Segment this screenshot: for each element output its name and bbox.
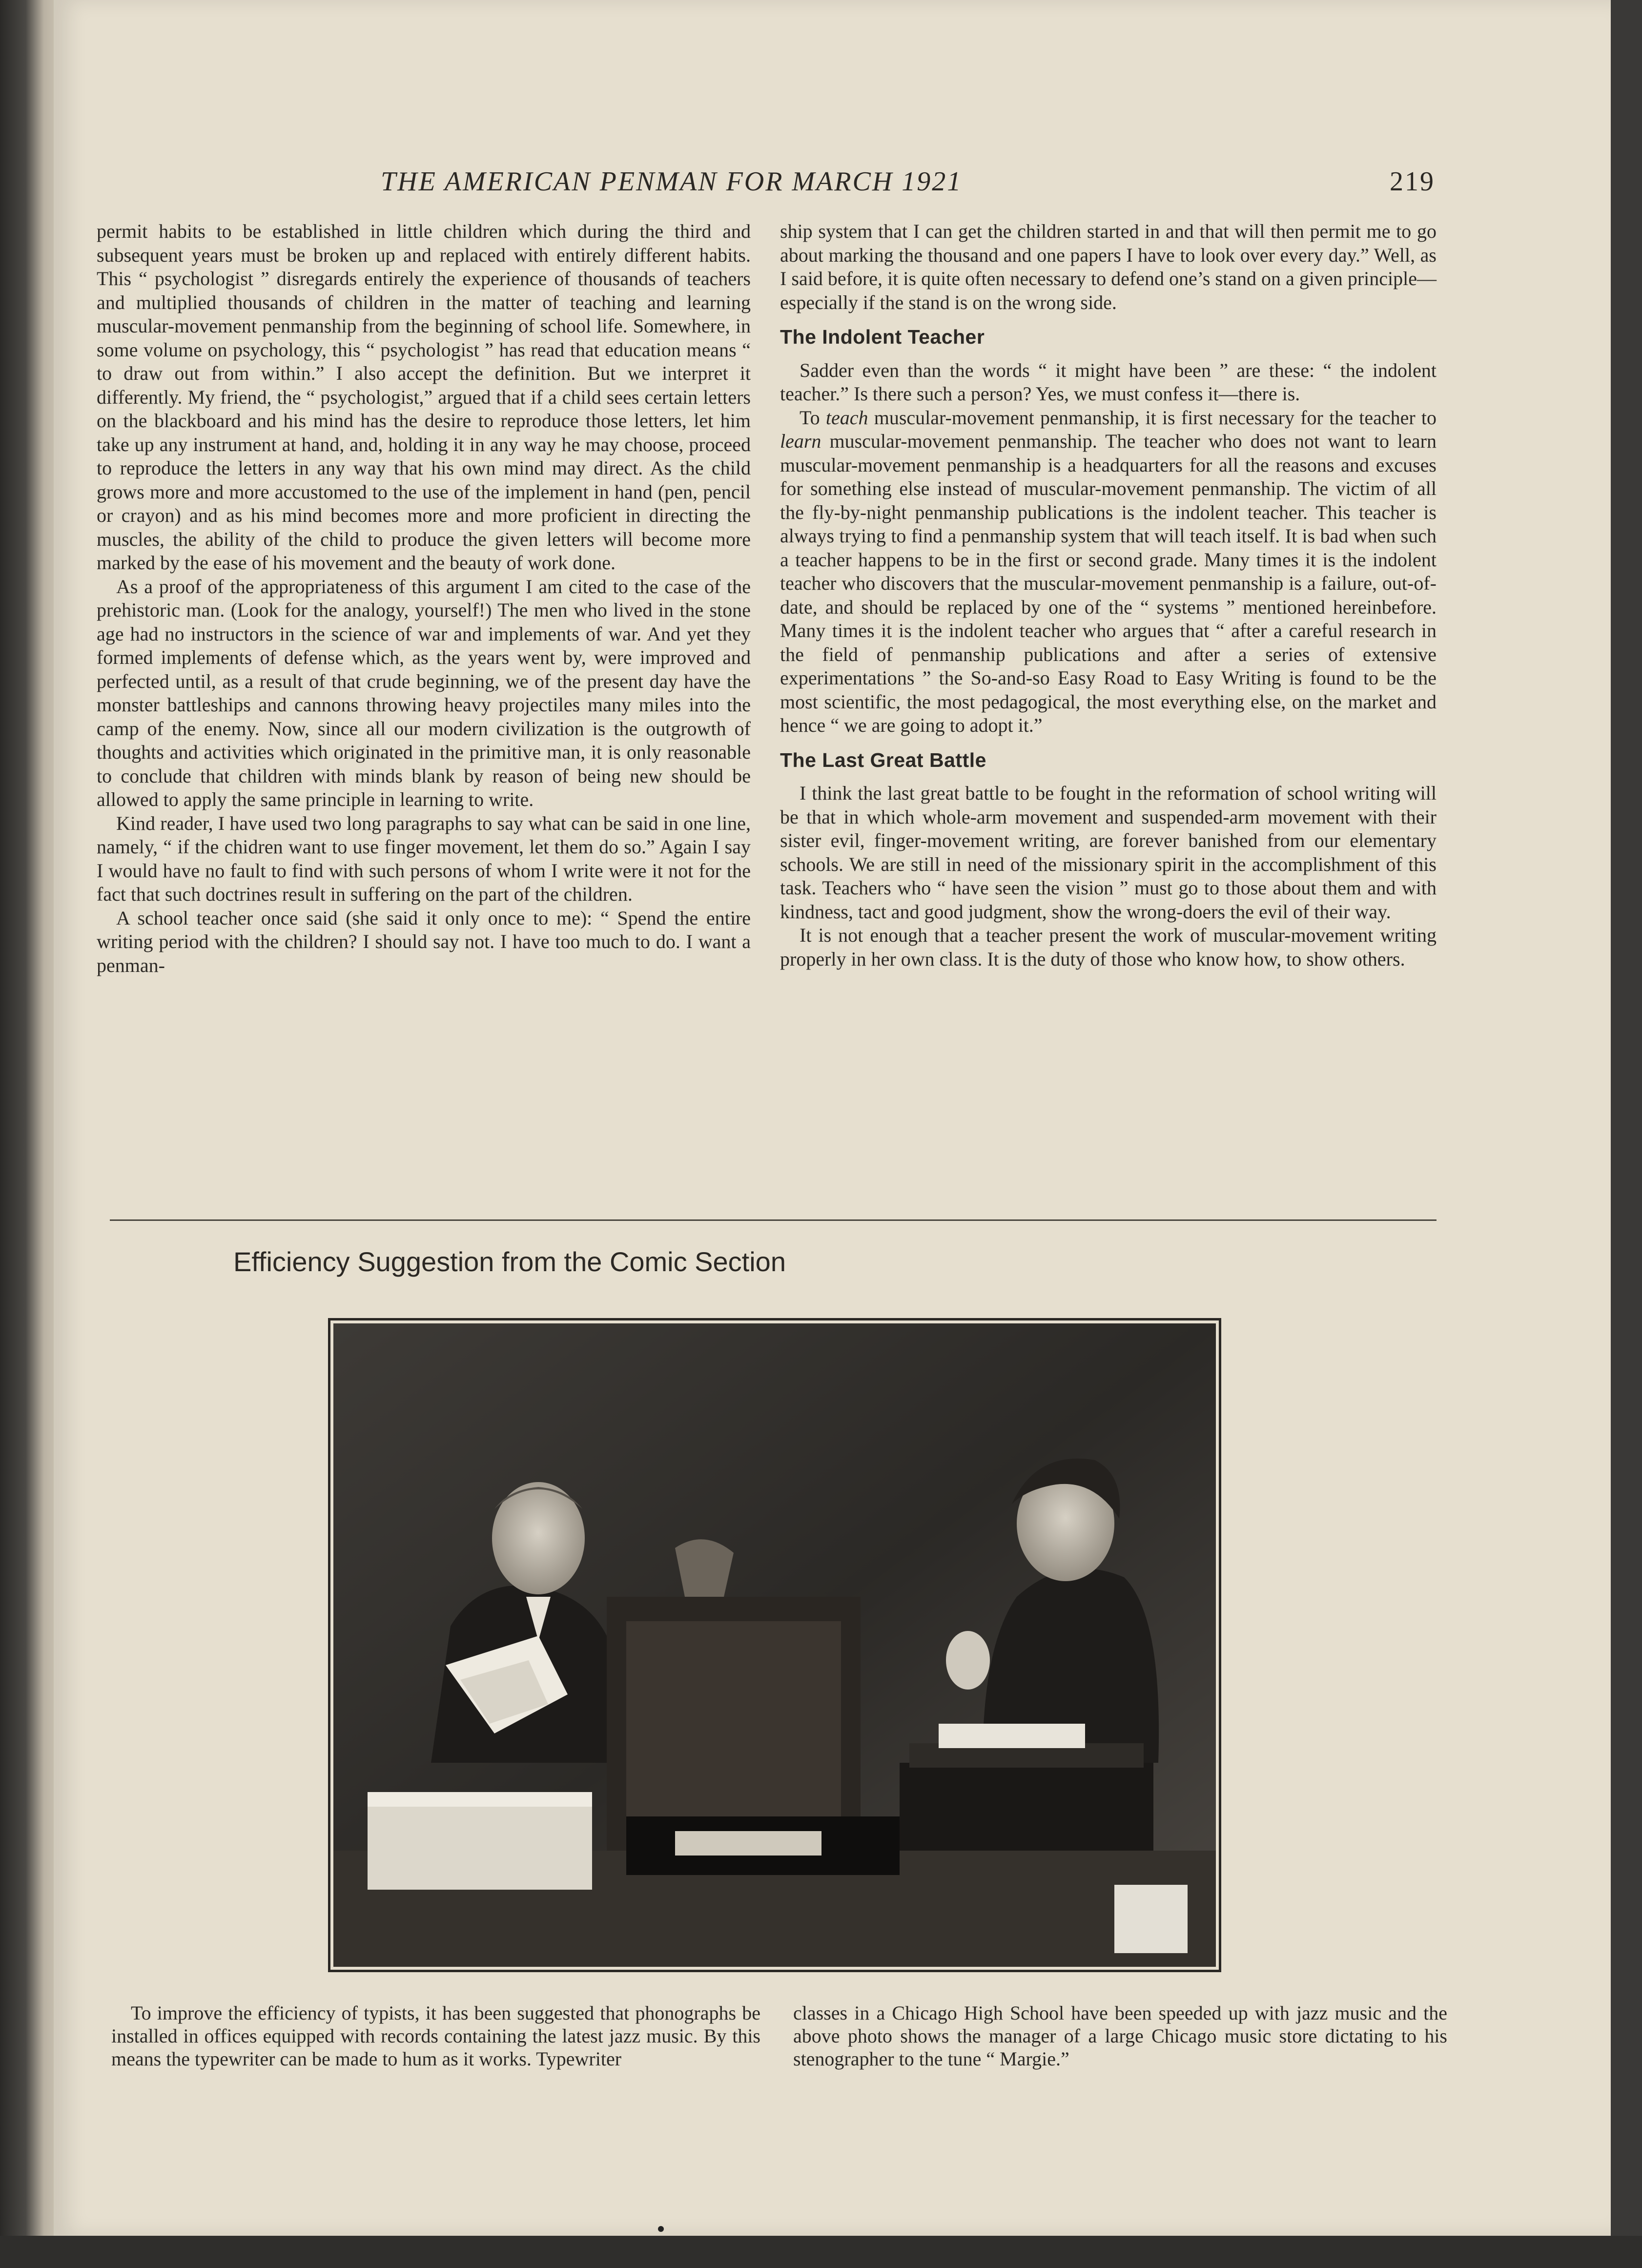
article-paragraph: A school teacher once said (she said it only once to me): “ Spend the entire writing period with the children? I should say not. I have too much to do. I want a penman- (97, 907, 751, 976)
article-paragraph: Sadder even than the words “ it might have been ” are these: “ the indolent teacher.” Is there such a person? Yes, we must confess it—there is. (780, 359, 1437, 405)
emphasis-learn: learn (780, 430, 821, 452)
photo-illustration (333, 1323, 1216, 1967)
scan-border-bottom (0, 2236, 1642, 2268)
feature-photo (328, 1318, 1221, 1972)
caption-text: To improve the efficiency of typists, it has been suggested that phonographs be installed in offices equipped with records containing the latest jazz music. By this means the typewriter can be made to hum as it works. Typewriter (111, 2002, 760, 2070)
feature-title (110, 1246, 1437, 1278)
article-paragraph (780, 406, 1437, 738)
article-paragraph: Kind reader, I have used two long paragraphs to say what can be said in one line, namely, “ if the chidren want to use finger movement, let them do so.” Again I say I would have no fault to find with such persons of whom I write were it not for the fact that such doctrines result in suffering on the part of the children. (97, 812, 751, 905)
text-run: muscular-movement penmanship. The teacher who does not want to learn muscular-movement penmanship is a headquarters for all the reasons and excuses for something else instead of muscular-movement penmanship. The victim of all the fly-by-night penmanship publications is the indolent teacher. This teacher is always trying to find a penmanship system that will teach itself. It is bad when such a teacher happens to be in the first or second grade. Many times it is the indolent teacher who discovers that the muscular-movement penmanship is a failure, out-of-date, and should be replaced by one of the “ systems ” mentioned hereinbefore. Many times it is the indolent teacher who argues that “ after a careful research in the field of penmanship publications and after a series of extensive experimentations ” the So-and-so Easy Road to Easy Writing is found to be the most scientific, the most pedagogical, the most everything else, on the market and hence “ we are going to adopt it.” (780, 430, 1437, 736)
print-speck (658, 2226, 664, 2232)
article-paragraph: permit habits to be established in little children which during the third and subsequent years must be broken up and replaced with entirely different habits. This “ psychologist ” disregards entirely the experience of thousands of teachers and multiplied thousands of children in the matter of teaching and learning muscular-movement penmanship from the beginning of school life. Somewhere, in some volume on psychology, this “ psychologist ” has read that education means “ to draw out from within.” I also accept the definition. But we interpret it differently. My friend, the “ psychologist,” argued that if a child sees certain letters on the blackboard and his mind has the desire to reproduce those letters, let him take up any instrument at hand, and, holding it in any way he may choose, proceed to reproduce the letters in any way that his own mind may direct. As the child grows more and more accustomed to the use of the implement in hand (pen, pencil or crayon) and as his mind becomes more and more proficient in directing the muscles, the ability of the child to produce the given letters will become more marked by the ease of his movement and the beauty of work done. (97, 220, 751, 574)
article-paragraph: I think the last great battle to be fought in the reformation of school writing will be that in which whole-arm movement and suspended-arm movement with their sister evil, finger-movement writing, are forever banished from our elementary schools. We are still in need of the missionary spirit in the accomplishment of this task. Teachers who “ have seen the vision ” must go to those about them and with kindness, tact and good judgment, show the wrong-doers the evil of their way. (780, 782, 1437, 923)
article-paragraph: ship system that I can get the children started in and that will then permit me to go about marking the thousand and one papers I have to look over every day.” Well, as I said before, it is quite often necessary to defend one’s stand on a given principle—especially if the stand is on the wrong side. (780, 220, 1437, 313)
section-heading-indolent-teacher: The Indolent Teacher (780, 326, 985, 348)
running-title: THE AMERICAN PENMAN FOR MARCH 1921 (381, 166, 963, 197)
caption-text: classes in a Chicago High School have been speeded up with jazz music and the above photo shows the manager of a large Chicago music store dictating to his stenographer to the tune “ Margie.” (793, 2002, 1447, 2070)
article-paragraph: As a proof of the appropriateness of this argument I am cited to the case of the prehistoric man. (Look for the analogy, yourself!) The men who lived in the stone age had no instructors in the science of war and implements of war. And yet they formed implements of defense which, as the years went by, were improved and perfected until, as a result of that crude beginning, we of the present day have the monster battleships and cannons throwing heavy projectiles many miles into the camp of the enemy. Now, since all our modern civilization is the outgrowth of thoughts and activities which originated in the primitive man, it is only reasonable to conclude that children with minds blank by reason of being new should be allowed to apply the same principle in learning to write. (97, 575, 751, 810)
page-number: 219 (1390, 166, 1435, 197)
article-left-column (97, 220, 751, 1206)
scan-border-right (1611, 0, 1642, 2268)
article-right-column (780, 220, 1437, 1206)
text-run: muscular-movement penmanship, it is first necessary for the teacher to (868, 406, 1437, 429)
emphasis-teach: teach (825, 406, 868, 429)
running-head (381, 166, 1435, 200)
photo-caption-right (793, 2001, 1447, 2070)
section-heading-last-great-battle: The Last Great Battle (780, 748, 986, 771)
article-paragraph: It is not enough that a teacher present the work of muscular-movement writing properly in her own class. It is the duty of those who know how, to show others. (780, 924, 1437, 970)
divider-rule (110, 1219, 1437, 1221)
text-run: To (800, 406, 826, 429)
photo-caption-left (111, 2001, 760, 2070)
feature-title-text: Efficiency Suggestion from the Comic Section (233, 1246, 786, 1277)
